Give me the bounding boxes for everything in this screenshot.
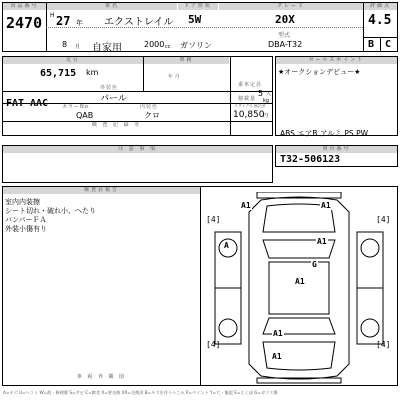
- color-label: 外装色: [100, 85, 119, 91]
- lot-no-label: 出品番号: [3, 3, 46, 10]
- model-year: 27: [56, 14, 71, 28]
- notes-label: 注 意 事 項: [3, 146, 272, 153]
- recycle-fee-value: 10,850: [233, 110, 265, 120]
- mileage-value: 65,715: [40, 68, 77, 79]
- shaken-unit: 年 月: [168, 74, 180, 80]
- car-diagram: [201, 192, 397, 384]
- displacement-unit: cc: [165, 44, 171, 50]
- inspection-line-3: バンパーＦＡ: [5, 216, 47, 224]
- seats-label: 乗車定員: [238, 82, 263, 88]
- damage-mark-front-bumper: A1: [241, 201, 251, 210]
- ac-value: AAC: [30, 98, 49, 109]
- damage-mark-hood: A1: [317, 237, 327, 246]
- seats-unit: 人: [266, 91, 272, 97]
- damage-mark-left-door: A: [224, 241, 229, 250]
- footer-legend: A=キズ U=ヘコミ W=波・修理歴 S=サビ C=腐食 X=要交換 XX=交換済 B=キズを伴うへこみ P=ペイント Y=穴・亀裂 E=えくぼ G=ガラス傷: [3, 390, 278, 395]
- model-code-value: DBA-T32: [268, 40, 303, 49]
- history-label: 検 査 記 録 等: [3, 122, 230, 128]
- maker-label: 車名: [47, 3, 177, 10]
- color-code-label: カラーNo.: [62, 104, 92, 110]
- inspection-line-2: シート切れ・破れ小、へたり: [5, 207, 96, 215]
- shift-value: FAT: [6, 98, 25, 109]
- overall-score: 4.5: [368, 13, 392, 28]
- month-value: 8: [62, 40, 68, 49]
- sales-point-label: セールスポイント: [276, 57, 397, 64]
- mileage-unit: km: [86, 68, 99, 77]
- fuel-value: ガソリン: [180, 41, 212, 50]
- shaken-label: 車検: [144, 57, 229, 64]
- chassis-label: 車台番号: [276, 146, 397, 153]
- exterior-score: C: [385, 39, 392, 50]
- tire-front-left: [4]: [206, 215, 221, 224]
- color-value: パール: [100, 94, 127, 104]
- color-code-value: QAB: [76, 111, 94, 120]
- inspection-line-1: 室内内装擦: [5, 198, 40, 206]
- displacement-value: 2000: [144, 40, 165, 49]
- model-code-label: 型式: [278, 32, 291, 39]
- equipment-text: ABS エアB アルミ PS PW: [280, 129, 369, 138]
- damage-mark-front-right: A1: [321, 201, 331, 210]
- damage-mark-roof: A1: [295, 277, 305, 286]
- sales-point-text: ★オークションデビュー★: [278, 68, 361, 76]
- doors-value: 5W: [188, 13, 202, 26]
- year-unit: 年: [76, 19, 83, 27]
- recycle-label: リサイクル預託金: [234, 103, 266, 108]
- month-unit: 月: [75, 44, 81, 50]
- load-unit: kg: [263, 98, 270, 104]
- recycle-unit: 円: [263, 113, 269, 119]
- interior-score: B: [368, 39, 375, 50]
- chassis-number: T32-506123: [280, 154, 341, 165]
- score-label: 評価点: [364, 3, 397, 10]
- tire-rear-right: [4]: [376, 340, 391, 349]
- damage-mark-rear-left: A1: [273, 329, 283, 338]
- usage-value: 自家用: [92, 43, 122, 54]
- grade-value: 20X: [275, 13, 295, 26]
- diagram-bottom-label: 車 両 外 観 図: [3, 374, 200, 382]
- specs-label: 走行: [3, 57, 143, 64]
- tire-front-right: [4]: [376, 215, 391, 224]
- interior-label: 内装色: [140, 104, 159, 110]
- doors-label: ドア形状: [178, 3, 218, 10]
- seats-value: 5: [258, 89, 264, 98]
- grade-label: グレード: [219, 3, 363, 10]
- year-era: H: [50, 12, 55, 19]
- load-label: 積載量: [238, 96, 257, 102]
- model-name: エクストレイル: [104, 17, 174, 28]
- damage-mark-rear-bumper: A1: [272, 352, 282, 361]
- damage-mark-glass: G: [312, 260, 317, 269]
- inspection-line-4: 外装小傷有り: [5, 225, 47, 233]
- tire-rear-left: [4]: [206, 340, 221, 349]
- lot-number: 2470: [6, 14, 43, 32]
- interior-color-value: クロ: [144, 111, 160, 120]
- inspection-label: 検査員報告: [3, 187, 200, 194]
